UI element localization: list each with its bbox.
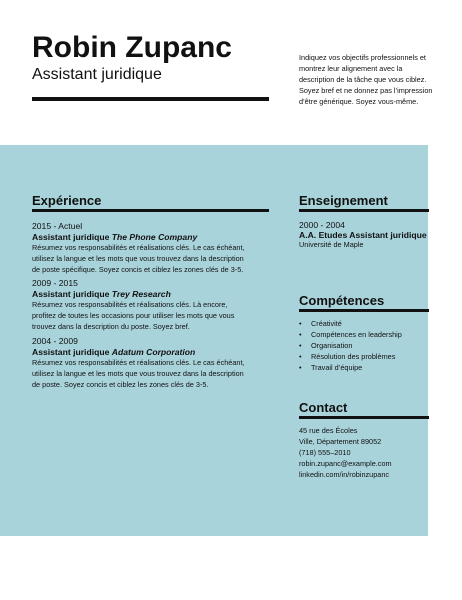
bullet-icon: • [299,341,302,350]
job-description: Résumez vos responsabilités et réalisations clés. Là encore, profitez de toutes les occasions pour utiliser les mots que vous trouvez dans la description du poste. Soyez bref. [32,300,235,331]
list-item [299,340,402,351]
experience-heading: Expérience [32,193,102,208]
bullet-icon: • [299,352,302,361]
job-description: Résumez vos responsabilités et réalisations clés. Le cas échéant, utilisez la langue et les mots que vous trouvez dans la description de poste spécifique. Soyez concis et ciblez les zones clés de 3-5. [32,243,245,274]
skill-label: Travail d’équipe [311,363,363,372]
contact-email: robin.zupanc@example.com [299,459,392,468]
list-item [299,318,402,329]
list-item [299,362,402,373]
skill-label: Résolution des problèmes [311,352,396,361]
job-period: 2004 - 2009 [32,336,78,346]
job-period: 2009 - 2015 [32,278,78,288]
skill-label: Compétences en leadership [311,330,402,339]
skills-heading: Compétences [299,293,385,308]
list-item [299,351,402,362]
job-entry [32,220,247,275]
bullet-icon: • [299,330,302,339]
job-company: The Phone Company [111,232,198,242]
education-heading: Enseignement [299,193,388,208]
job-entry [32,277,247,332]
education-school: Université de Maple [299,240,364,249]
job-role: Assistant juridique [32,232,110,242]
job-period: 2015 - Actuel [32,221,83,231]
job-description: Résumez vos responsabilités et réalisations clés. Le cas échéant, utilisez la langue et les mots que vous trouvez dans la description de poste. Soyez concis et ciblez les zones clés de 3-5. [32,358,245,389]
skills-list [299,318,402,373]
list-item [299,329,402,340]
skills-rule [299,309,429,312]
bullet-icon: • [299,319,302,328]
job-company: Trey Research [111,289,171,299]
job-entry [32,335,247,390]
education-entry [299,220,434,250]
job-role: Assistant juridique [32,347,110,357]
contact-block [299,425,392,480]
contact-linkedin: linkedin.com/in/robinzupanc [299,470,390,479]
job-company: Adatum Corporation [111,347,196,357]
contact-phone: (718) 555–2010 [299,448,351,457]
contact-heading: Contact [299,400,348,415]
skill-label: Créativité [311,319,342,328]
education-degree: A.A. Etudes Assistant juridique [299,230,427,240]
name-title: Robin Zupanc [32,31,232,64]
role-subtitle: Assistant juridique [32,66,162,83]
job-title [32,232,247,242]
job-role: Assistant juridique [32,289,110,299]
contact-rule [299,416,429,419]
education-rule [299,209,429,212]
job-title [32,347,247,357]
experience-rule [32,209,269,212]
education-period: 2000 - 2004 [299,220,345,230]
contact-address: 45 rue des Écoles [299,426,358,435]
objective-text: Indiquez vos objectifs professionnels et montrez leur alignement avec la description de la tâche que vous ciblez. Soyez bref et ne donnez pas l’impression d’être générique. Soyez vous-même. [299,53,433,106]
bullet-icon: • [299,363,302,372]
skill-label: Organisation [311,341,353,350]
job-title [32,289,247,299]
header-rule [32,97,269,101]
contact-city: Ville, Département 89052 [299,437,382,446]
